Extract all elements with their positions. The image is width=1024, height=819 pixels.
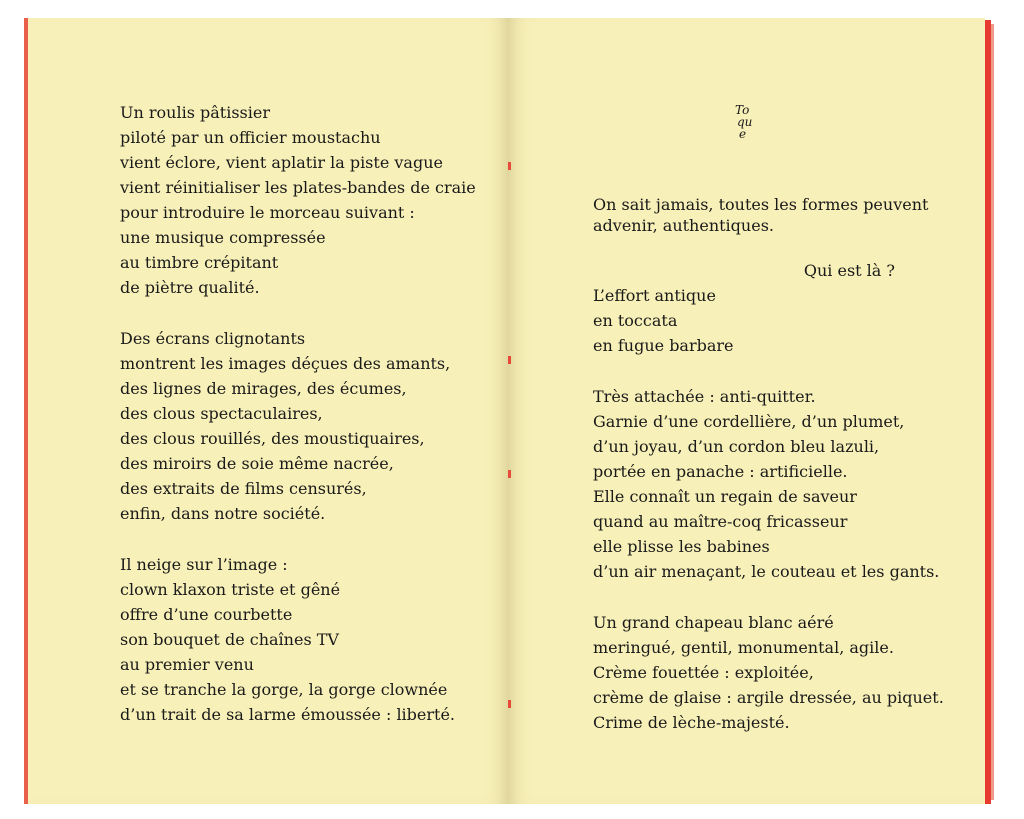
right-intro: [593, 194, 929, 236]
poem-line: Il neige sur l’image :: [120, 555, 288, 574]
spine-thread-mark: [508, 470, 511, 478]
poem-line: On sait jamais, toutes les formes peuvent: [593, 195, 929, 214]
right-page-edge-inner: [991, 24, 994, 800]
poem-line: des clous rouillés, des moustiquaires,: [120, 429, 425, 448]
poem-line: des clous spectaculaires,: [120, 404, 323, 423]
poem-line: en fugue barbare: [593, 336, 734, 355]
poem-line: piloté par un officier moustachu: [120, 128, 381, 147]
poem-line: des miroirs de soie même nacrée,: [120, 454, 394, 473]
poem-line: en toccata: [593, 311, 678, 330]
poem-line: de piètre qualité.: [120, 278, 260, 297]
poem-line: montrent les images déçues des amants,: [120, 354, 451, 373]
spine-thread-mark: [508, 162, 511, 170]
question-line: Qui est là ?: [803, 261, 895, 280]
poem-line: Très attachée : anti-quitter.: [593, 387, 816, 406]
poem-line: au premier venu: [120, 655, 254, 674]
poem-line: des extraits de films censurés,: [120, 479, 367, 498]
poem-line: Un grand chapeau blanc aéré: [593, 613, 834, 632]
toque-line-3: e: [739, 127, 747, 141]
poem-line: elle plisse les babines: [593, 537, 770, 556]
poem-line: Garnie d’une cordellière, d’un plumet,: [593, 412, 905, 431]
poem-line: et se tranche la gorge, la gorge clownée: [120, 680, 448, 699]
poem-line: des lignes de mirages, des écumes,: [120, 379, 407, 398]
poem-line: advenir, authentiques.: [593, 216, 774, 235]
poem-line: vient éclore, vient aplatir la piste vague: [120, 153, 443, 172]
poem-line: quand au maître-coq fricasseur: [593, 512, 848, 531]
poem-line: clown klaxon triste et gêné: [120, 580, 341, 599]
poem-line: L’effort antique: [593, 286, 716, 305]
poem-line: meringué, gentil, monumental, agile.: [593, 638, 894, 657]
toque-line-1: To: [735, 103, 750, 117]
poem-line: d’un joyau, d’un cordon bleu lazuli,: [593, 437, 880, 456]
poem-line: Des écrans clignotants: [120, 329, 306, 348]
right-stanza-3: [593, 610, 944, 735]
spine-thread-mark: [508, 356, 511, 364]
right-page: [508, 18, 985, 804]
left-stanza-1: [120, 100, 490, 300]
poem-line: Un roulis pâtissier: [120, 103, 270, 122]
poem-line: enfin, dans notre société.: [120, 504, 326, 523]
poem-line: portée en panache : artificielle.: [593, 462, 848, 481]
toque-line-2: qu: [737, 115, 753, 129]
poem-line: offre d’une courbette: [120, 605, 293, 624]
right-poem: [593, 194, 944, 761]
poem-line: crème de glaise : argile dressée, au piquet.: [593, 688, 944, 707]
spine-thread-mark: [508, 700, 511, 708]
poem-line: au timbre crépitant: [120, 253, 279, 272]
poem-line: d’un air menaçant, le couteau et les gants.: [593, 562, 940, 581]
poem-line: Elle connaît un regain de saveur: [593, 487, 857, 506]
left-stanza-3: [120, 552, 490, 727]
poem-line: son bouquet de chaînes TV: [120, 630, 339, 649]
left-page: [28, 18, 508, 804]
poem-line: Crème fouettée : exploitée,: [593, 663, 814, 682]
poem-line: d’un trait de sa larme émoussée : liberté.: [120, 705, 456, 724]
right-stanza-1: [593, 283, 913, 358]
toque-title: [735, 104, 752, 140]
right-stanza-2: [593, 384, 940, 584]
poem-line: une musique compressée: [120, 228, 326, 247]
left-stanza-2: [120, 326, 490, 526]
poem-line: pour introduire le morceau suivant :: [120, 203, 415, 222]
poem-line: Crime de lèche-majesté.: [593, 713, 790, 732]
poem-line: vient réinitialiser les plates-bandes de craie: [120, 178, 476, 197]
left-poem: [120, 100, 490, 753]
